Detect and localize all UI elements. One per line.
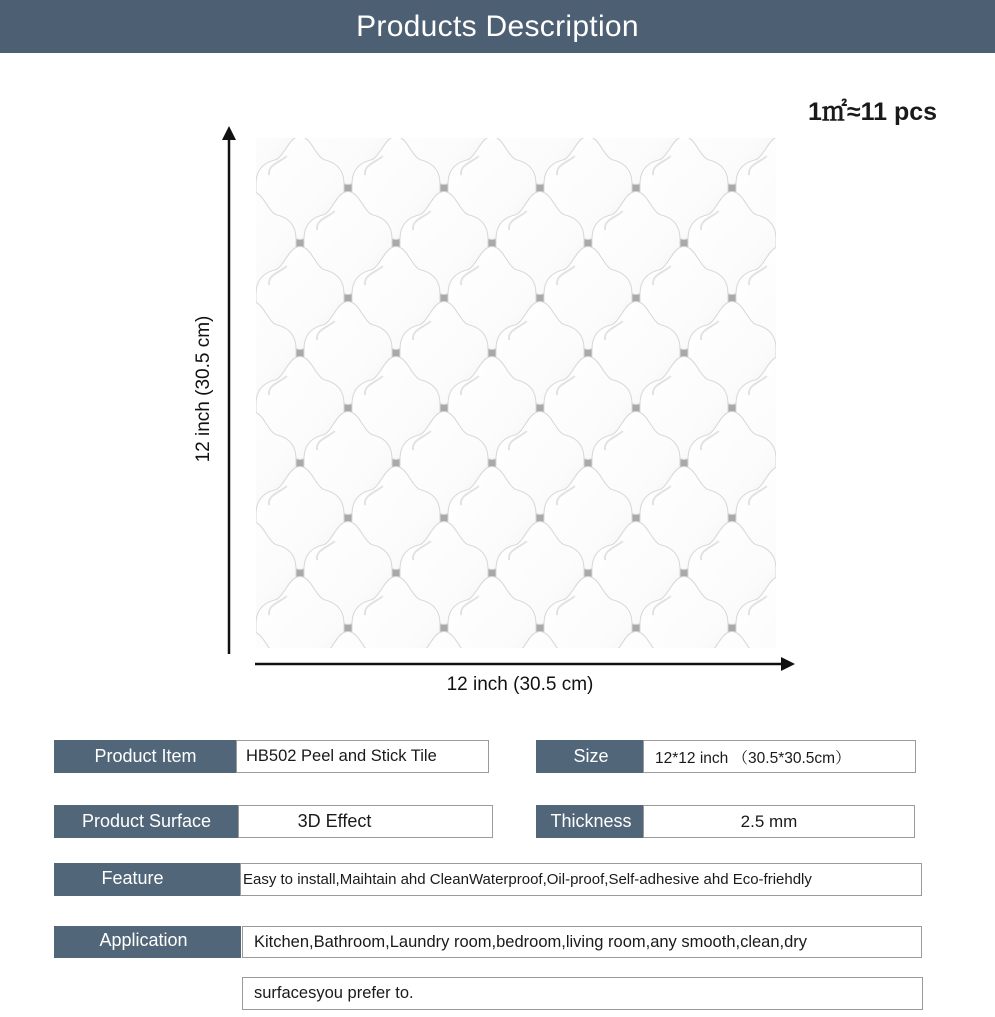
coverage-ratio: 1㎡≈11 pcs [808,98,938,126]
feature-label: Feature [54,863,241,896]
product-surface-value: 3D Effect [238,805,493,838]
thickness-value: 2.5 mm [643,805,915,838]
size-value: 12*12 inch （30.5*30.5cm） [643,740,916,773]
application-value-line2: surfacesyou prefer to. [242,977,923,1010]
width-label: 12 inch (30.5 cm) [446,674,594,695]
height-arrow [220,126,240,656]
product-item-value: HB502 Peel and Stick Tile [236,740,489,773]
thickness-label: Thickness [536,805,646,838]
page-header [0,0,995,53]
feature-value: Easy to install,Maihtain ahd CleanWaterproof,Oil-proof,Self-adhesive ahd Eco-friehdly [240,863,922,896]
application-label: Application [54,926,241,958]
arabesque-tile-sheet [256,138,776,648]
width-arrow [255,654,795,674]
height-label: 12 inch (30.5 cm) [193,315,214,463]
product-item-label: Product Item [54,740,237,773]
page-title: Products Description [356,9,639,43]
application-value-line1: Kitchen,Bathroom,Laundry room,bedroom,living room,any smooth,clean,dry [242,926,922,958]
product-surface-label: Product Surface [54,805,239,838]
size-label: Size [536,740,646,773]
